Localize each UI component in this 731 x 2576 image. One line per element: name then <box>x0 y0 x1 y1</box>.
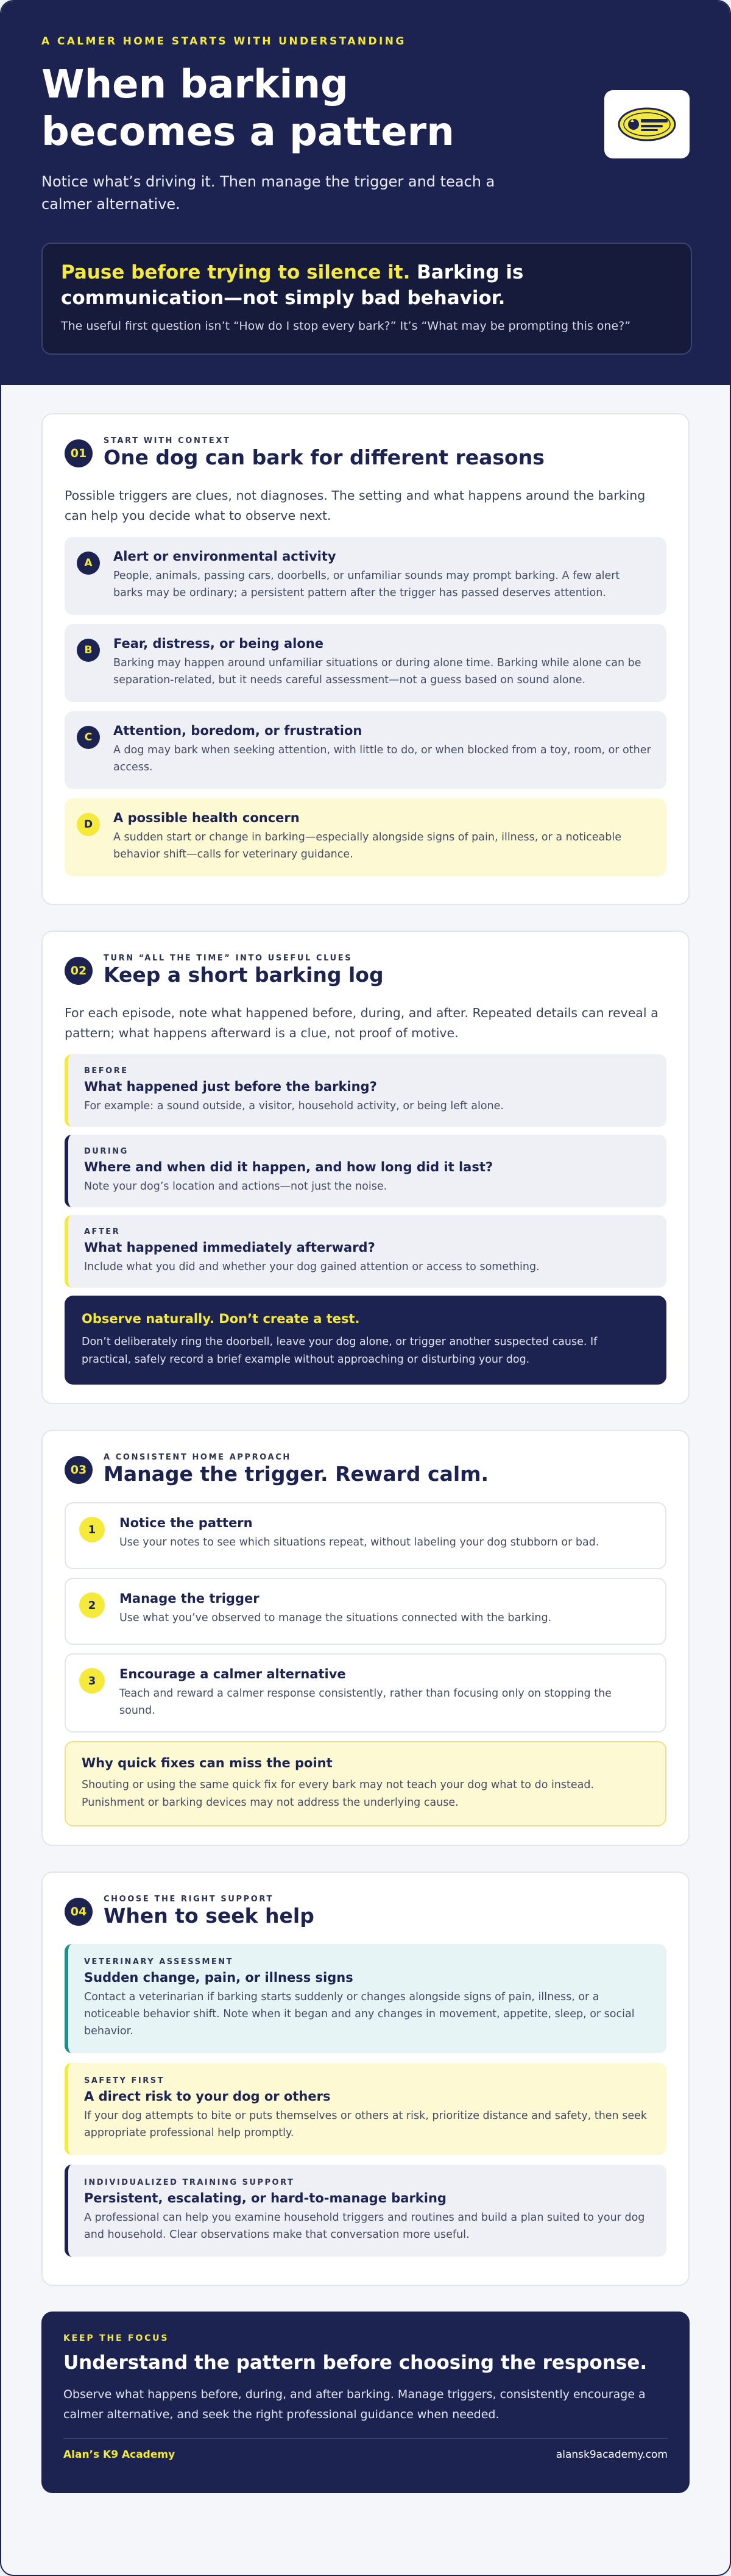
footer-divider <box>63 2438 668 2439</box>
main-content <box>1 385 730 2493</box>
footer-meta <box>63 2449 668 2461</box>
quick-fix-note <box>65 1741 666 1826</box>
footer-website-link[interactable]: alansk9academy.com <box>556 2449 668 2461</box>
log-body: For example: a sound outside, a visitor, household activity, or being left alone. <box>84 1100 504 1112</box>
help-kicker: VETERINARY ASSESSMENT <box>84 1957 234 1967</box>
section-header <box>65 954 666 987</box>
note-title: Why quick fixes can miss the point <box>82 1756 333 1770</box>
help-body: Contact a veterinarian if barking starts suddenly or changes alongside signs of pain, illness, or a noticeable behavior shift. Note when it began and any changes in movement, appetite, sleep, or social behavior. <box>84 1991 635 2037</box>
step-badge: 3 <box>79 1668 105 1694</box>
section-manage-trigger <box>41 1430 690 1846</box>
callout-title <box>61 260 673 311</box>
section-title: One dog can bark for different reasons <box>104 445 545 469</box>
section-seek-help <box>41 1872 690 2286</box>
step-badge: 2 <box>79 1592 105 1618</box>
help-kicker: SAFETY FIRST <box>84 2076 164 2085</box>
reason-body: Barking may happen around unfamiliar situations or during alone time. Barking while alone can be separation-related, but it needs careful assessment—not a guess based on sound alone. <box>113 657 641 686</box>
log-body: Include what you did and whether your dog gained attention or access to something. <box>84 1261 540 1273</box>
section-reasons <box>41 413 690 905</box>
brand-logo <box>604 90 690 158</box>
focus-footer <box>41 2312 690 2493</box>
step-body: Use what you’ve observed to manage the situations connected with the barking. <box>119 1612 552 1624</box>
section-kicker: TURN “ALL THE TIME” INTO USEFUL CLUES <box>104 954 353 963</box>
log-title: Where and when did it happen, and how long did it last? <box>84 1160 493 1174</box>
step-item <box>65 1578 666 1645</box>
section-barking-log <box>41 931 690 1404</box>
reason-badge: D <box>77 813 100 836</box>
hero-title: When barking becomes a pattern <box>41 62 454 155</box>
note-body: Shouting or using the same quick fix for every bark may not teach your dog what to do instead. Punishment or barking devices may not address the underlying cause. <box>82 1779 595 1809</box>
footer-brand: Alan’s K9 Academy <box>63 2449 175 2461</box>
section-header <box>65 1895 666 1928</box>
reason-title: Attention, boredom, or frustration <box>113 723 362 738</box>
section-number: 04 <box>65 1898 93 1926</box>
section-header <box>65 1453 666 1486</box>
hero-callout <box>41 243 692 355</box>
help-body: If your dog attempts to bite or puts themselves or others at risk, prioritize distance and safety, then seek appropriate professional help promptly. <box>84 2110 647 2139</box>
log-entry-before <box>65 1054 666 1127</box>
reason-badge: C <box>77 726 100 749</box>
step-title: Encourage a calmer alternative <box>119 1667 346 1681</box>
section-header <box>65 436 666 470</box>
log-entry-during <box>65 1135 666 1207</box>
logo-icon <box>615 103 679 146</box>
observe-note <box>65 1296 666 1385</box>
callout-highlight: Pause before trying to silence it. <box>61 261 411 283</box>
section-title: Keep a short barking log <box>104 963 384 987</box>
section-kicker: START WITH CONTEXT <box>104 436 231 445</box>
help-item-training <box>65 2165 666 2257</box>
reason-body: People, animals, passing cars, doorbells, or unfamiliar sounds may prompt barking. A few alert barks may be ordinary; a persistent pattern after the trigger has passed deserves attention. <box>113 570 620 599</box>
log-title: What happened just before the barking? <box>84 1079 377 1094</box>
callout-body: The useful first question isn’t “How do I stop every bark?” It’s “What may be prompting this one?” <box>61 319 631 333</box>
reason-body: A dog may bark when seeking attention, with little to do, or when blocked from a toy, room, or other access. <box>113 744 651 773</box>
section-kicker: CHOOSE THE RIGHT SUPPORT <box>104 1895 274 1904</box>
section-intro: For each episode, note what happened before, during, and after. Repeated details can reveal a pattern; what happens afterward is a clue, not proof of motive. <box>65 1006 659 1040</box>
step-title: Manage the trigger <box>119 1591 260 1606</box>
step-title: Notice the pattern <box>119 1516 253 1530</box>
log-body: Note your dog’s location and actions—not just the noise. <box>84 1180 387 1193</box>
help-item-safety <box>65 2063 666 2155</box>
reason-title: A possible health concern <box>113 811 300 825</box>
section-number: 01 <box>65 439 93 467</box>
log-title: What happened immediately afterward? <box>84 1240 375 1255</box>
reason-item-attention <box>65 711 666 789</box>
log-kicker: BEFORE <box>84 1066 129 1076</box>
reason-badge: B <box>77 639 100 662</box>
section-intro: Possible triggers are clues, not diagnoses. The setting and what happens around the barking can help you decide what to observe next. <box>65 488 646 523</box>
step-body: Use your notes to see which situations repeat, without labeling your dog stubborn or bad. <box>119 1536 599 1549</box>
help-item-veterinary <box>65 1944 666 2053</box>
hero-subtitle: Notice what’s driving it. Then manage the trigger and teach a calmer alternative. <box>41 173 495 213</box>
reason-item-alert <box>65 537 666 615</box>
help-title: Sudden change, pain, or illness signs <box>84 1970 353 1985</box>
help-kicker: INDIVIDUALIZED TRAINING SUPPORT <box>84 2178 295 2187</box>
footer-eyebrow: KEEP THE FOCUS <box>63 2333 169 2343</box>
callout-title-rest: Barking is communication—not simply bad behavior. <box>61 261 524 309</box>
reason-badge: A <box>77 552 100 575</box>
note-title: Observe naturally. Don’t create a test. <box>82 1311 360 1326</box>
log-entry-after <box>65 1215 666 1288</box>
footer-body: Observe what happens before, during, and after barking. Manage triggers, consistently encourage a calmer alternative, and seek the right professional guidance when needed. <box>63 2388 646 2421</box>
footer-title: Understand the pattern before choosing the response. <box>63 2352 648 2374</box>
reason-title: Alert or environmental activity <box>113 549 336 564</box>
step-badge: 1 <box>79 1517 105 1542</box>
reason-title: Fear, distress, or being alone <box>113 636 323 651</box>
help-body: A professional can help you examine household triggers and routines and build a plan suited to your dog and household. Clear observations make that conversation more useful. <box>84 2212 645 2241</box>
step-item <box>65 1653 666 1733</box>
section-title: When to seek help <box>104 1904 314 1928</box>
log-kicker: DURING <box>84 1147 129 1156</box>
step-item <box>65 1502 666 1569</box>
reason-item-fear <box>65 624 666 702</box>
reason-item-health <box>65 798 666 876</box>
section-number: 03 <box>65 1456 93 1484</box>
section-title: Manage the trigger. Reward calm. <box>104 1462 489 1486</box>
log-kicker: AFTER <box>84 1227 121 1237</box>
help-title: A direct risk to your dog or others <box>84 2089 331 2104</box>
section-number: 02 <box>65 957 93 985</box>
hero <box>1 1 730 385</box>
section-kicker: A CONSISTENT HOME APPROACH <box>104 1453 291 1462</box>
hero-eyebrow: A CALMER HOME STARTS WITH UNDERSTANDING <box>41 35 406 48</box>
note-body: Don’t deliberately ring the doorbell, leave your dog alone, or trigger another suspected cause. If practical, safely record a brief example without approaching or disturbing your dog. <box>82 1336 598 1366</box>
help-title: Persistent, escalating, or hard-to-manage barking <box>84 2191 447 2205</box>
step-body: Teach and reward a calmer response consistently, rather than focusing only on stopping the sound. <box>119 1687 612 1717</box>
reason-body: A sudden start or change in barking—especially alongside signs of pain, illness, or a noticeable behavior shift—calls for veterinary guidance. <box>113 831 622 860</box>
